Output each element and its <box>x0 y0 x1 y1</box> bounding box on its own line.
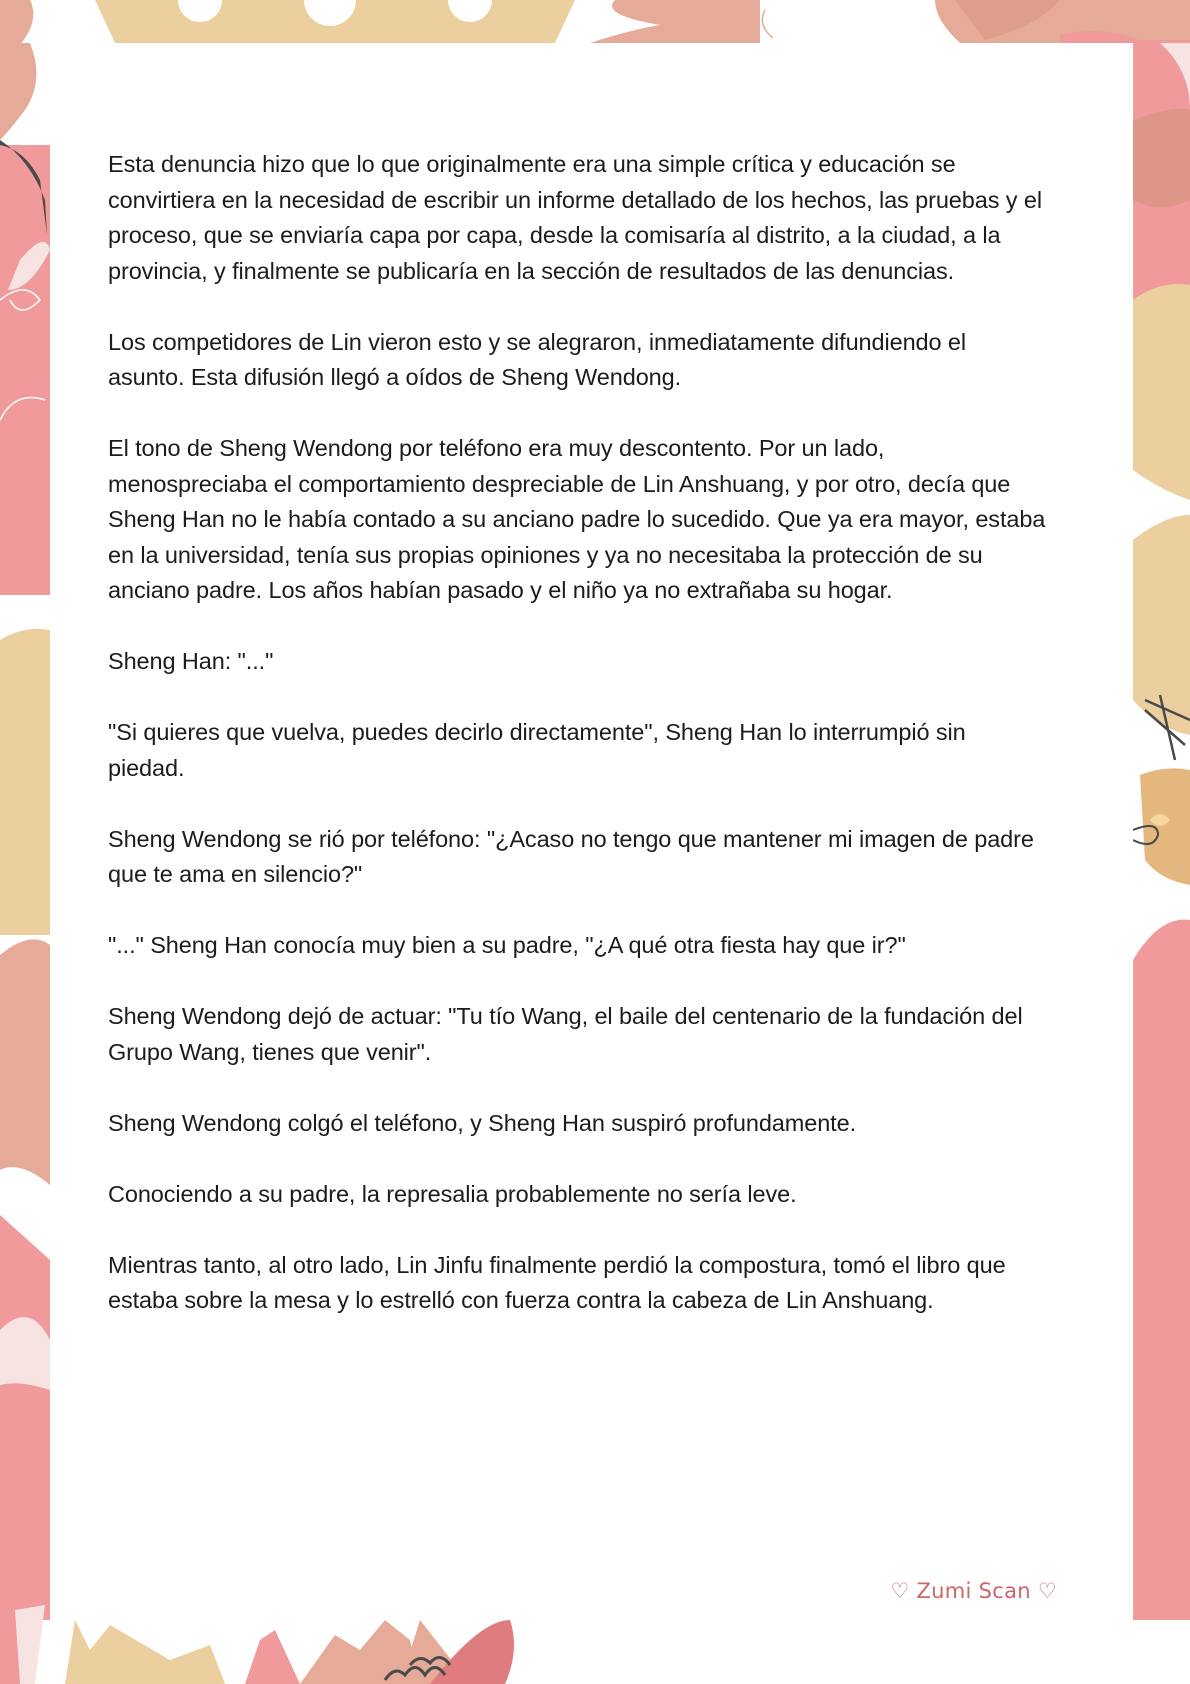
chapter-text <box>108 147 1048 1354</box>
scanlation-signature: ♡ Zumi Scan ♡ <box>890 1579 1057 1603</box>
paragraph: "..." Sheng Han conocía muy bien a su padre, "¿A qué otra fiesta hay que ir?" <box>108 932 906 958</box>
page-sheet <box>50 43 1133 1620</box>
paragraph: Sheng Wendong colgó el teléfono, y Sheng Han suspiró profundamente. <box>108 1109 856 1136</box>
paragraph: Esta denuncia hizo que lo que originalmente era una simple crítica y educación se convirtiera en la necesidad de escribir un informe detallado de los hechos, las pruebas y el proceso, que se enviaría capa por capa, desde la comisaría al distrito, a la ciudad, a la provincia, y finalmente se publicaría en la sección de resultados de las denuncias. <box>108 151 1042 284</box>
paragraph: Conociendo a su padre, la represalia probablemente no sería leve. <box>108 1180 797 1207</box>
paragraph: Los competidores de Lin vieron esto y se alegraron, inmediatamente difundiendo el asunto. Esta difusión llegó a oídos de Sheng Wendong. <box>108 328 967 390</box>
paragraph: "Si quieres que vuelva, puedes decirlo directamente", Sheng Han lo interrumpió sin piedad. <box>108 719 966 781</box>
paragraph: Sheng Wendong dejó de actuar: "Tu tío Wang, el baile del centenario de la fundación del Grupo Wang, tienes que venir". <box>108 1003 1023 1065</box>
paragraph: Sheng Wendong se rió por teléfono: "¿Acaso no tengo que mantener mi imagen de padre que te ama en silencio?" <box>108 825 1034 887</box>
paragraph: El tono de Sheng Wendong por teléfono era muy descontento. Por un lado, menospreciaba el comportamiento despreciable de Lin Anshuang, y por otro, decía que Sheng Han no le había contado a su anciano padre lo sucedido. Que ya era mayor, estaba en la universidad, tenía sus propias opiniones y ya no necesitaba la protección de su anciano padre. Los años habían pasado y el niño ya no extrañaba su hogar. <box>108 435 1046 603</box>
paragraph: Sheng Han: "..." <box>108 648 274 674</box>
paragraph: Mientras tanto, al otro lado, Lin Jinfu finalmente perdió la compostura, tomó el libro que estaba sobre la mesa y lo estrelló con fuerza contra la cabeza de Lin Anshuang. <box>108 1251 1006 1313</box>
